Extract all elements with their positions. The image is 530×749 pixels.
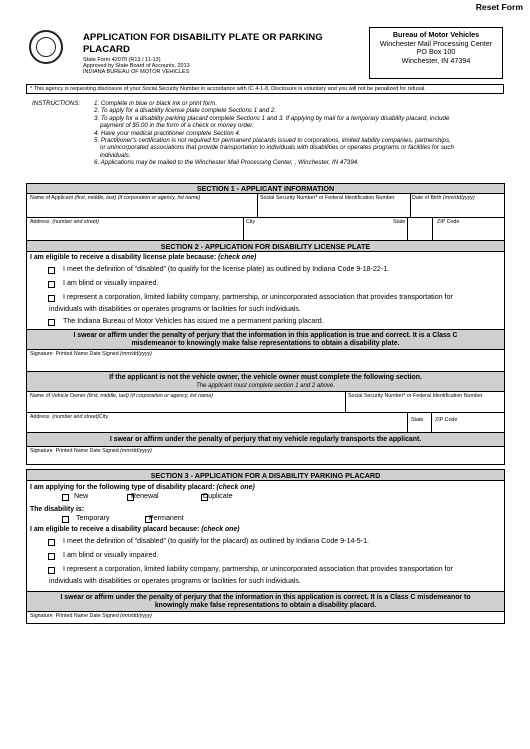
plate-option-placard-label: The Indiana Bureau of Motor Vehicles has issued me a permanent parking placard.: [63, 317, 324, 325]
form-number: State Form 42070 (R13 / 11-13): [83, 57, 161, 63]
placard-duplicate-label: Duplicate: [203, 492, 233, 500]
dob-label: Date of Birth (mm/dd/yyyy): [412, 195, 475, 201]
temporary-checkbox[interactable]: [62, 516, 69, 523]
owner-ssn-field[interactable]: [347, 400, 504, 411]
city-label: City: [246, 219, 256, 225]
instructions-list: 1. Complete in blue or black ink or print form. 2. To apply for a disability license plate complete Sections 1 and 2. 3. To apply for a disability parking placard complete Sections 1 and 3. If applying by mail for a temporary disability placard, include payment of $5.00 in the form of a check or money order. 4. Have your medical practitioner complete Section 4. 5. Practitioner’s certification is not required for permanent placards issued to corporations, limited liability companies, partnerships, or unincorporated associations that provide transportation to individuals with disabilities or operates programs or facilities for such individuals. 6. Applications may be mailed to the Winchester Mail Processing Center, , Winchester, IN 47394.: [94, 100, 454, 167]
section1-header: SECTION 1 - APPLICANT INFORMATION: [27, 184, 504, 194]
city-field[interactable]: [245, 226, 405, 239]
plate-option-corporation-checkbox[interactable]: [48, 295, 55, 302]
section3-header: SECTION 3 - APPLICATION FOR A DISABILITY PARKING PLACARD: [27, 470, 504, 481]
owner-name-label: Name of Vehicle Owner (first, middle, last) (if corporation or agency, list name): [30, 393, 214, 399]
placard-option-corporation-label: I represent a corporation, limited liability company, partnership, or unincorporated association that provides transportation for: [63, 565, 453, 573]
plate-option-placard-checkbox[interactable]: [48, 319, 55, 326]
placard-option-disabled-checkbox[interactable]: [48, 539, 55, 546]
disability-is-label: The disability is:: [30, 506, 84, 513]
instructions-label: INSTRUCTIONS:: [32, 100, 81, 107]
form-title: APPLICATION FOR DISABILITY PLATE OR PARKING PLACARD: [83, 32, 323, 55]
section2-header: SECTION 2 - APPLICATION FOR DISABILITY LICENSE PLATE: [27, 241, 504, 252]
owner-ssn-label: Social Security Number* or Federal Identification Number: [348, 393, 483, 399]
placard-renewal-label: Renewal: [131, 492, 159, 500]
placard-option-blind-label: I am blind or visually impaired.: [63, 551, 159, 559]
applicant-name-label: Name of Applicant (first, middle, last) (if corporation or agency, list name): [30, 195, 201, 201]
owner-state-label: State: [411, 417, 424, 423]
state-field[interactable]: [409, 226, 430, 239]
owner-zip-label: ZIP Code: [435, 417, 458, 423]
owner-address-label: Address (number and street)City: [30, 414, 109, 420]
plate-option-corporation-label: I represent a corporation, limited liability company, partnership, or unincorporated association that provides transportation for: [63, 293, 453, 301]
state-label: State: [393, 219, 406, 225]
permanent-label: Permanent: [149, 514, 184, 522]
placard-swear-statement: I swear or affirm under the penalty of perjury that the information in this application is correct. It is a Class C misdemeanor to knowingly make false representations to obtain a disability placard.: [27, 592, 504, 612]
reset-form-button[interactable]: Reset Form: [475, 2, 523, 12]
bmv-address-box: Bureau of Motor Vehicles Winchester Mail Processing Center PO Box 100 Winchester, IN 47394: [369, 27, 503, 79]
plate-option-disabled-checkbox[interactable]: [48, 267, 55, 274]
placard-option-disabled-label: I meet the definition of “disabled” (to qualify for the placard) as outlined by Indiana Code 9-14-5-1.: [63, 537, 369, 545]
zip-label: ZIP Code: [437, 219, 460, 225]
owner-swear-statement: I swear or affirm under the penalty of perjury that my vehicle regularly transports the applicant.: [27, 433, 504, 447]
dob-field[interactable]: [412, 202, 504, 216]
placard-eligible-label: I am eligible to receive a disability placard because: (check one): [30, 526, 240, 533]
temporary-label: Temporary: [76, 514, 110, 522]
placard-signature-field[interactable]: [29, 619, 502, 623]
placard-signature-labels: Signature Printed Name Date Signed (mm/dd/yyyy): [30, 613, 152, 619]
not-owner-notice: If the applicant is not the vehicle owner, the vehicle owner must complete the following section. The applicant must complete section 1 and 2 above.: [27, 372, 504, 392]
plate-option-blind-checkbox[interactable]: [48, 281, 55, 288]
owner-address-field[interactable]: [29, 421, 405, 431]
plate-option-blind-label: I am blind or visually impaired.: [63, 279, 159, 287]
address-field[interactable]: [29, 226, 241, 239]
plate-option-disabled-label: I meet the definition of “disabled” (to qualify for the license plate) as outlined by Indiana Code 9-18-22-1.: [63, 265, 390, 273]
ssn-label: Social Security Number* or Federal Identification Number: [260, 195, 395, 201]
plate-option-corporation-label-cont: individuals with disabilities or operates programs or facilities for such individuals.: [49, 305, 301, 313]
address-label: Address (number and street): [30, 219, 99, 225]
owner-zip-field[interactable]: [433, 424, 504, 431]
placard-option-corporation-checkbox[interactable]: [48, 567, 55, 574]
zip-field[interactable]: [434, 226, 504, 239]
placard-new-label: New: [74, 492, 89, 500]
sections-1-2-box: [26, 183, 505, 465]
placard-type-label: I am applying for the following type of disability placard: (check one): [30, 484, 255, 491]
plate-eligible-label: I am eligible to receive a disability license plate because: (check one): [30, 254, 257, 261]
section-3-box: [26, 469, 505, 624]
state-seal-icon: [29, 30, 63, 64]
owner-signature-field[interactable]: [29, 454, 502, 464]
owner-name-field[interactable]: [29, 400, 343, 411]
placard-new-checkbox[interactable]: [62, 494, 69, 501]
plate-signature-labels: Signature Printed Name Date Signed (mm/dd/yyyy): [30, 351, 152, 357]
applicant-name-field[interactable]: [29, 202, 255, 216]
agency-name: INDIANA BUREAU OF MOTOR VEHICLES: [83, 69, 190, 75]
placard-option-corporation-label-cont: individuals with disabilities or operates programs or facilities for such individuals.: [49, 577, 301, 585]
approved-by: Approved by State Board of Accounts, 2013: [83, 63, 190, 69]
placard-option-blind-checkbox[interactable]: [48, 553, 55, 560]
plate-signature-field[interactable]: [29, 358, 502, 370]
owner-signature-labels: Signature Printed Name Date Signed (mm/dd/yyyy): [30, 448, 152, 454]
ssn-notice: * This agency is requesting disclosure of your Social Security Number in accordance with IC 4-1-8. Disclosure is voluntary and you will not be penalized for refusal.: [26, 84, 504, 94]
plate-swear-statement: I swear or affirm under the penalty of perjury that the information in this application is true and correct. It is a Class C misdemeanor to knowingly make false representations to obtain a disability plate.: [27, 330, 504, 350]
ssn-field[interactable]: [259, 202, 408, 216]
